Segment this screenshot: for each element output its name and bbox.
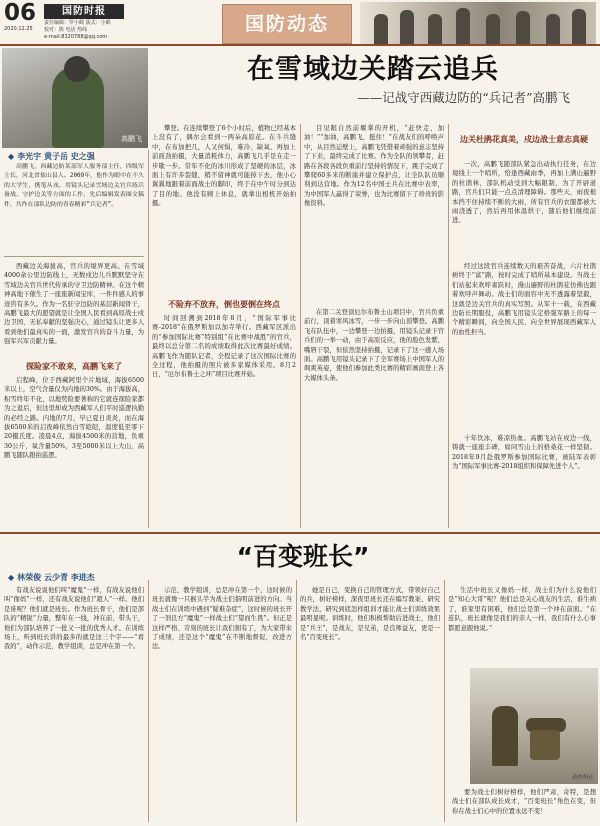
photo-caption: 高鹏飞 (121, 135, 142, 143)
second-headline: “百变班长” (236, 542, 370, 571)
bullet-icon: ◆ (8, 152, 15, 161)
masthead-email: e-mail:8320788@qq.com (44, 34, 108, 40)
column-4-bottom (452, 434, 596, 526)
main-subhead: ——记战守西藏边防的“兵记者”高鹏飞 (357, 90, 570, 105)
masthead-detail-line: 校对：陈 电话 热线 (44, 27, 88, 33)
byline-bottom-text: 林荣俊 云少青 李进杰 (17, 573, 95, 582)
banner-soldiers-image (360, 2, 596, 44)
divider (300, 124, 301, 528)
bottom-column-1 (4, 586, 144, 822)
section-banner (222, 4, 352, 44)
intro-text: 高鹏飞，西藏边防某部军人服务部主任，四级军士长，河北省盐山县人。2009年，他作为眼中在不久的大学生，携笔从戎，用镜头记录雪域边关官兵练兵备战、守护边关等方面的工作，先后编辑发表图文稿件，共作在部队边防的青春精彩“兵记者”。 (4, 164, 144, 208)
column-1-bottom (4, 376, 144, 526)
divider (4, 256, 144, 257)
bottom-column-4-paragraph: 生活中班长又像妈一样，战士们为什么说他们是“知心大哥”呢？他们总是关心战友的生活，谁生病了，谁家里有困难，他们总是第一个冲在前面。“在连队，班长就像是我们的亲人一样，我们有什么心事都愿意跟他说。” (448, 587, 596, 632)
column-1-paragraph: 西藏边关海拔高，官兵的境界更高。在雪域4000余公里边防线上，无数戍边儿兵默默坚守在雪域边关官兵世代传承的守卫边防精神。在这个精神高地下催生了一座座新闻宝库，一件件感人的事迹咨有多久。作为一名驻守边防的基层新闻骨干，高鹏飞最大的愿望就是让全国人民看到高原战士戍边卫国、无私奉献的坚强决心，通过镜头让更多人看到他们最真实的一面，激发官兵的奋斗力量，为强军兴军贡献力量。 (4, 263, 144, 346)
bottom-column-3-paragraph: 她是自己，变换自己的管理方式，带领好自己的兵，树好榜样，深夜里班长还在编写教案、研究教学法，研究到底怎样组训才能让战士们训练效果最明显呢。训练时，他们积极帮助后进战士，他们是“兵王”，是战友，是兄弟，是良师益友，更是一名“百变班长”。 (300, 587, 440, 642)
bottom-column-4 (448, 586, 596, 662)
masthead-date: 2020.12.25 (4, 26, 33, 32)
column-2-paragraph: 攀登。在连续攀登了6个小时后，植物已经基本上没有了，偶尔会看到一两朵高原花。在斗兵缝中，在布加把几，人又何惧，难冷、缺氧、再加上前面劲拍摄，大量消耗体力，高鹏飞几乎是在走一步歇一步。常年不化的冰川形成了坚硬的冰层，冰面上有许多裂缝，稍不留神就可能掉下去，他小心翼翼地跟着前面战士的脚印，终于在中午时分到达了目的地。他没有顾上休息，就拿出相机开始拍摄。 (152, 125, 296, 208)
bottom-column-2-paragraph: 示范、教学组训，总是冲在第一个，这时候的班长就像一只猴头半为战士们指明前进的方向。当战士们在训练中遇到“疑难杂症”，这时候的班长开了一剂良方“魔鬼”一样战士们“望而生畏”。但正是这样严格、苛刻的班长让我们拥有了，为大家带来了成绩，还是这个“魔鬼”在不断地督促，改进方法。 (152, 587, 292, 651)
column-1-top (4, 262, 144, 359)
subheading-2: 不险弃不放弃，倒也要倒在终点 (168, 300, 280, 309)
column-2-paragraph-2: 时间回溯到2018年8月，“国际军事比赛-2018”在俄罗斯加以加寺举行。西藏军区派出的“参加国际比赛”特别组“在比赛中战胜”的官兵，最终以总分第二名的成绩取得此次比赛最好成绩。高鹏飞作为随队记者，全程记录了这次国际比赛的全过程，他拍摄的照片被多家媒体采用。8月2日，“厄尔布鲁士之环”项目比赛开始。 (152, 315, 296, 379)
column-3-paragraph: 目见眼自然前堰掌的开机，“赶快走，加油！”“加油，高鹏飞，挺住！”在战友们的呼唤声中，从目然运壁上，高鹏飞凭借着顽强的意志坚持了下来，最终完成了比赛。作为全队的领攀者，赶路在各段各段负重前行坚持的情况下，跳手完成了攀爬60多米的断崖并建立保护点，让全队队员顺利到达营地。作为12名中国士兵在比赛中表率，为中国军人赢得了荣誉，也为比赛留下了珍贵的影像资料。 (304, 125, 444, 208)
column-3-top (304, 124, 444, 304)
soldier-portrait-photo (2, 48, 148, 148)
bottom-column-2 (152, 586, 292, 822)
masthead-rule (0, 44, 600, 46)
byline-top (8, 151, 95, 162)
column-2-bottom (152, 314, 296, 526)
column-4-paragraph-2: 经过这段官兵连续数天的艰苦奋战，六片杜鹃树终于“富”路，按时完成了哨所基本建设。当战士们站起来欢呼雀跃时，漫山遍野的杜鹃花仿佛也跟着欢呼声舞动。战士们的面容中无不透露着坚毅，这就是边关官兵的真实写照。从军十一载，在西藏边防长期服役，高鹏飞用镜头定格强军路上的每一个精彩瞬间，向全国人民，向全世界展现西藏军人的血性担当。 (452, 263, 596, 336)
bottom-column-3 (300, 586, 440, 822)
main-headline: 在雪域边关踏云追兵 (247, 54, 499, 85)
column-4-paragraph: 一次，高鹏飞随部队紧急出动执行任务，在边境线上一个哨所，恰逢西藏雨季，再加上满山遍野的杜鹃林，部队机动受到大幅限制，为了开辟道路，官兵们只能一点点清理障碍。那些天，雨夜根本挡不住持续不断的大雨，所有官兵的衣服都被大雨浇透了，然后再用体温烘干，随后他们继续前进。 (452, 161, 596, 225)
masthead-editor-line: 责任编辑：罗小鹤 版式：小鹤 (44, 20, 111, 26)
page-number: 06 (4, 0, 37, 26)
column-3-paragraph-2: 在第二关登顶厄尔布鲁士山项目中，官兵负重前行，顶着寒风冰雪，一步一步向山顶攀登。高鹏飞在队伍中，一边攀登一边拍摄，用镜头记录下官兵们的一举一动，由于高原反应，他的脸色发紫，嘴唇干裂，但依然坚持拍摄，记录下了这一感人场面。高鹏飞用镜头记录下了全军赛场上中国军人的飒爽英姿，使他们参加此类比赛的精彩画面登上各大媒体头条。 (304, 309, 444, 382)
divider (296, 580, 297, 822)
bottom-column-1-paragraph: 有战友说说他们叫“魔鬼”一样，有战友说他们叫“像妈”一样，还有战友说他们“超人”一样。他们是谁呢？他们就是班长。作为班长骨干，他们是部队的“精锐”力量，整年在一线，冲在前、带头干，他们为部队培养了一批又一批的优秀人才。在训练场上，听到班长讲的最多的就是这三个字——“看我的”，动作示范，教学组训，总是冲在第一个。 (4, 587, 144, 651)
column-3-bottom (304, 308, 444, 526)
column-2-top (152, 124, 296, 298)
byline-bottom (8, 572, 95, 583)
column-4-paragraph-3: 十年饮冰，难凉热血。高鹏飞站在戍边一线，铸就一座座丰碑，如同雪山上的格桑花一样坚韧。2018年9月赴俄罗斯参加国际比赛，被陆军表彰为“国际军事比赛-2018组织和保障先进个人”。 (452, 435, 596, 471)
divider (148, 580, 149, 822)
byline-top-text: 李光宇 黄子岳 史之强 (17, 152, 95, 161)
bullet-icon: ◆ (8, 573, 15, 582)
divider (148, 150, 149, 528)
subheading-1: 探险家不敢来，高鹏飞来了 (26, 362, 122, 371)
training-photo (470, 668, 598, 784)
bottom-column-4-end (452, 788, 596, 822)
training-photo-caption: 动作纠正 (571, 775, 594, 781)
intro-box (4, 163, 144, 243)
divider (444, 580, 445, 822)
bottom-column-4-paragraph-2: 要为战士们树好榜样，他们严肃、奇特，是想战士们在部队成长成才，“百变班长”角色在变，但你在战士们心中的位置永远不变！ (452, 789, 596, 815)
column-1-paragraph-2: 启程峰，位于西藏阿里个片地域，海拔6500米以上，空气含量仅为内地的30%。由于海拔高，积雪终年不化，以地势险要著称的它就连探险家都为之退后，但这里却成为西藏军人们平时巡逻执勤的必经之路。内地的7月，早已夏日炎炎，而在海拔6500米的启夜峰依然白雪皑皑，温度低至零下20摄氏度。凌晨4点，海拔4500米的营地，负重30公斤，氧含量50%，3至5000米以上大山，高鹏飞随队跟拍巡逻。 (4, 377, 144, 460)
column-4-middle (452, 262, 596, 430)
section-title: 国防动态 (244, 13, 329, 35)
article-divider (0, 532, 600, 534)
subheading-3: 边关杜鹃花真美，戍边战士意志真硬 (460, 135, 588, 144)
newspaper-logo: 国防时报 (44, 4, 124, 19)
divider (448, 124, 449, 528)
column-4-top (452, 160, 596, 256)
